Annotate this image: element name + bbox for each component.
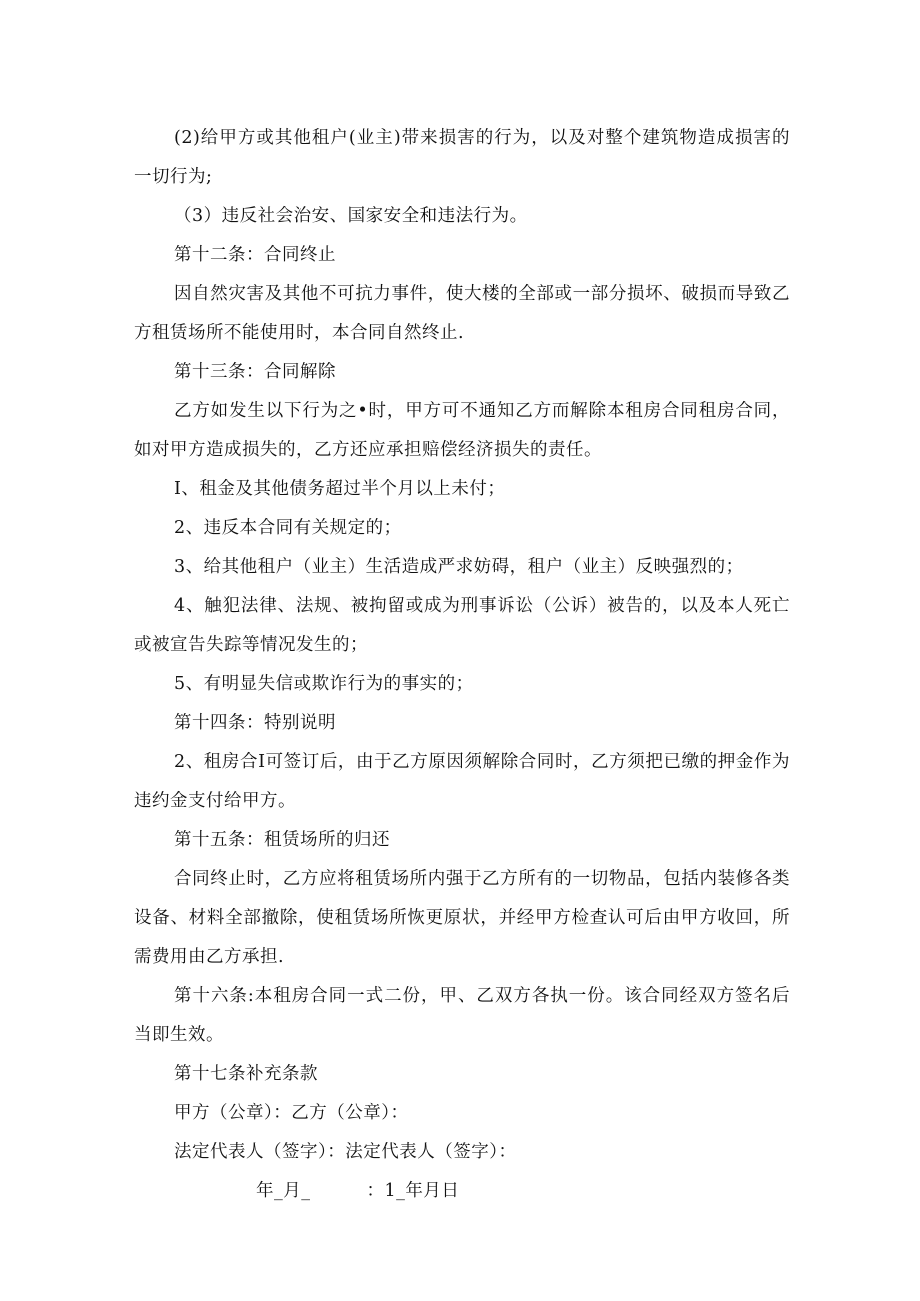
article-13-text: 乙方如发生以下行为之•时，甲方可不通知乙方而解除本租房合同租房合同，如对甲方造成损失的，乙方还应承担赔偿经济损失的责任。 [134,401,790,460]
article-17-heading: 第十七条补充条款 [174,1064,318,1084]
document-body [134,119,790,1211]
party-seal-line: 甲方（公章）：乙方（公章）： [174,1103,409,1123]
date-left: 年_月_ [256,1181,311,1201]
paragraph-item-2: (2)给甲方或其他租户(业主)带来损害的行为，以及对整个建筑物造成损害的一切行为; [134,128,790,187]
article-12-text: 因自然灾害及其他不可抗力事件，使大楼的全部或一部分损坏、破损而导致乙方租赁场所不能使用时，本合同自然终止. [134,284,790,343]
article-15-heading: 第十五条：租赁场所的归还 [174,830,390,850]
article-13-item-1: I、租金及其他债务超过半个月以上未付； [174,479,506,499]
representative-signature-line: 法定代表人（签字）：法定代表人（签字）： [174,1142,517,1162]
article-14-item-2: 2、租房合I可签订后，由于乙方原因须解除合同时，乙方须把已缴的押金作为违约金支付给甲方。 [134,752,790,811]
article-13-item-3: 3、给其他租户（业主）生活造成严求妨碍，租户（业主）反映强烈的； [174,557,744,577]
article-14-heading: 第十四条：特别说明 [174,713,336,733]
date-line [134,1172,790,1211]
article-15-text: 合同终止时，乙方应将租赁场所内强于乙方所有的一切物品，包括内装修各类设备、材料全部撤除，使租赁场所恢更原状，并经甲方检查认可后由甲方收回，所需费用由乙方承担. [134,869,790,967]
article-13-item-4: 4、触犯法律、法规、被拘留或成为刑事诉讼（公诉）被告的，以及本人死亡或被宣告失踪等情况发生的； [134,596,790,655]
article-13-heading: 第十三条：合同解除 [174,362,336,382]
article-12-heading: 第十二条：合同终止 [174,245,336,265]
date-right: ：1_年月日 [366,1181,460,1201]
paragraph-item-3: （3）违反社会治安、国家安全和违法行为。 [174,206,528,226]
article-13-item-2: 2、违反本合同有关规定的； [174,518,402,538]
article-13-item-5: 5、有明显失信或欺诈行为的事实的； [174,674,474,694]
article-16-text: 第十六条:本租房合同一式二份，甲、乙双方各执一份。该合同经双方签名后当即生效。 [134,986,790,1045]
